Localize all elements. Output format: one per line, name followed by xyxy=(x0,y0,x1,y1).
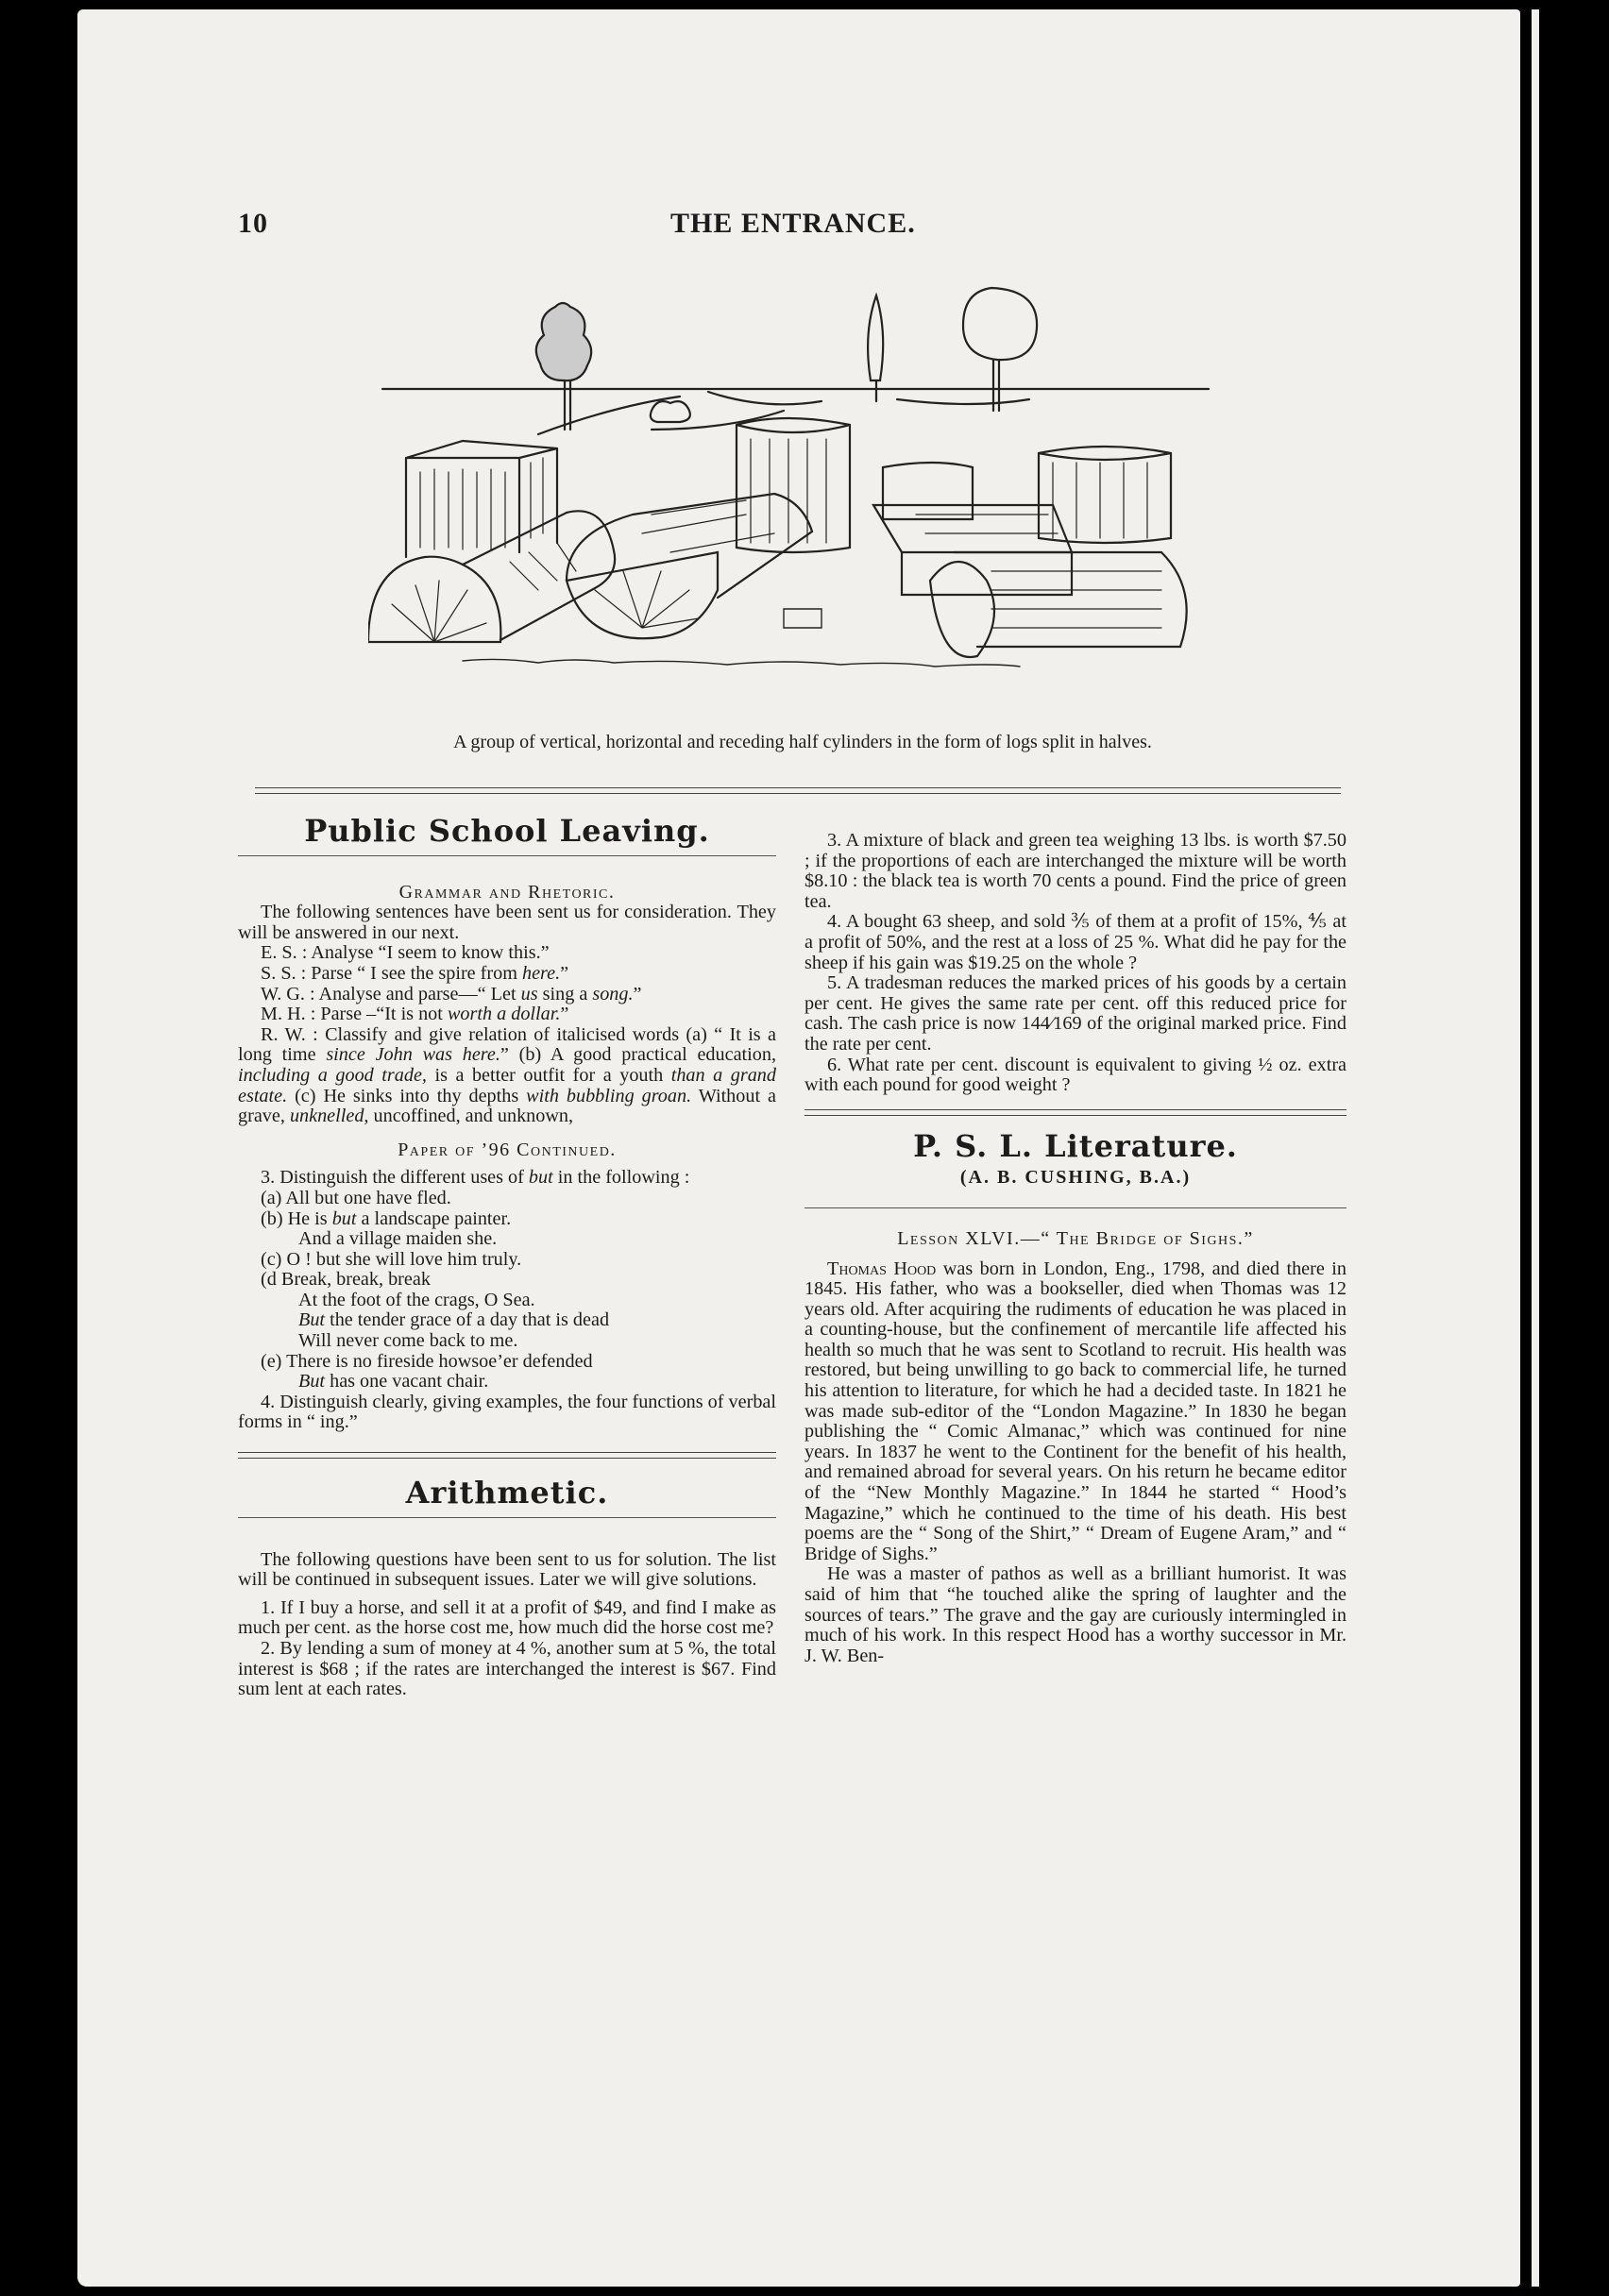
example-b-line2: And a village maiden she. xyxy=(298,1228,498,1250)
section-divider xyxy=(238,1452,776,1459)
question-wg: W. G. : Analyse and parse—“ Let us sing a song.” xyxy=(261,983,642,1004)
arithmetic-heading: Arithmetic. xyxy=(405,1475,609,1511)
example-d: (d Break, break, break xyxy=(261,1269,431,1291)
example-b: (b) He is but a landscape painter. xyxy=(261,1207,512,1229)
example-d-line3: But the tender grace of a day that is dead xyxy=(298,1309,610,1331)
section-divider xyxy=(255,787,1341,794)
public-school-heading: Public School Leaving. xyxy=(304,813,710,849)
arithmetic-q4: 4. A bought 63 sheep, and sold ⅗ of them at a profit of 15%, ⅘ at a profit of 50%, and the rest at a loss of 25 %. What did he pay for the sheep if his gain was $19.25 on the whole ? xyxy=(804,911,1346,973)
arithmetic-q6: 6. What rate per cent. discount is equivalent to giving ½ oz. extra with each pound for good weight ? xyxy=(804,1054,1346,1096)
literature-heading: P. S. L. Literature. xyxy=(913,1127,1238,1164)
arithmetic-intro: The following questions have been sent to us for solution. The list will be continued in subsequent issues. Later we will give solutions. xyxy=(238,1548,776,1591)
arithmetic-q2: 2. By lending a sum of money at 4 %, another sum at 5 %, the total interest is $68 ; if the rates are interchanged the interest is $67. Find sum lent at each rates. xyxy=(238,1638,776,1700)
paper-subheading: Paper of ’96 Continued. xyxy=(398,1139,617,1160)
literature-paragraph-1: Thomas Hood was born in London, Eng., 1798, and died there in 1845. His father, who was a bookseller, died when Thomas was 12 years old. After acquiring the rudiments of education he was placed in a counting-house, but the confinement of mercantile life affected his health so much that he was sent to Scotland to recruit. His health was restored, but being unwilling to go back to commercial life, he turned his attention to literature, for which he had a decided taste. In 1821 he was made sub-editor of the “London Magazine.” In 1830 he began publishing the “ Comic Almanac,” which was continued for nine years. In 1837 he went to the Continent for the benefit of his health, and remained abroad for several years. On his return he became editor of the “New Monthly Magazine.” In 1844 he started “ Hood’s Magazine,” which he continued to the time of his death. His best poems are the “ Song of the Shirt,” “ Dream of Eugene Aram,” and “ Bridge of Sighs.” xyxy=(804,1258,1347,1564)
literature-author: (A. B. CUSHING, B.A.) xyxy=(959,1167,1192,1189)
distinguish-4: 4. Distinguish clearly, giving examples, the four functions of verbal forms in “ ing.” xyxy=(238,1391,776,1433)
left-column xyxy=(238,813,776,1700)
example-c: (c) O ! but she will love him truly. xyxy=(261,1248,522,1270)
arithmetic-q5: 5. A tradesman reduces the marked prices of his goods by a certain per cent. He gives the same rate per cent. off this reduced price for cash. The cash price is now 144⁄169 of the original marked price. Find the rate per cent. xyxy=(804,972,1346,1055)
right-column xyxy=(804,831,1346,1666)
example-d-line4: Will never come back to me. xyxy=(298,1330,518,1352)
distinguish-3: 3. Distinguish the different uses of but in the following : xyxy=(261,1167,690,1189)
page-number: 10 xyxy=(238,208,268,239)
question-ss: S. S. : Parse “ I see the spire from here.” xyxy=(261,962,569,984)
grammar-subheading: Grammar and Rhetoric. xyxy=(398,881,616,903)
arithmetic-q1: 1. If I buy a horse, and sell it at a profit of $49, and find I make as much per cent. as the horse cost me, how much did the horse cost me? xyxy=(238,1596,776,1639)
literature-paragraph-2: He was a master of pathos as well as a brilliant humorist. It was said of him that “he touched alike the spring of laughter and the sources of tears.” The grave and the gay are curiously intermingled in much of his work. In this respect Hood has a worthy successor in Mr. J. W. Ben- xyxy=(804,1563,1346,1666)
question-es: E. S. : Analyse “I seem to know this.” xyxy=(261,942,550,964)
rule xyxy=(804,1207,1346,1208)
illustration-caption: A group of vertical, horizontal and receding half cylinders in the form of logs split in halves. xyxy=(453,732,1152,752)
question-mh: M. H. : Parse –“It is not worth a dollar.” xyxy=(261,1004,569,1025)
next-page-edge xyxy=(1532,9,1539,2287)
running-title: THE ENTRANCE. xyxy=(670,208,916,239)
example-e-line2: But has one vacant chair. xyxy=(298,1371,489,1393)
lesson-heading: Lesson XLVI.—“ The Bridge of Sighs.” xyxy=(897,1227,1254,1249)
example-d-line2: At the foot of the crags, O Sea. xyxy=(298,1289,535,1310)
intro-paragraph: The following sentences have been sent us for consideration. They will be answered in our next. xyxy=(238,902,776,943)
example-a: (a) All but one have fled. xyxy=(261,1187,451,1208)
rule xyxy=(238,1517,776,1518)
rule xyxy=(238,855,776,856)
arithmetic-q3: 3. A mixture of black and green tea weighing 13 lbs. is worth $7.50 ; if the proportions of each are interchanged the mixture will be worth $8.10 : the black tea is worth 70 cents a pound. Find the price of green tea. xyxy=(804,830,1346,912)
example-e: (e) There is no fireside howsoe’er defended xyxy=(261,1350,593,1372)
tree-left-icon xyxy=(536,303,591,430)
section-divider xyxy=(804,1109,1346,1116)
logs-illustration xyxy=(368,269,1228,713)
question-rw: R. W. : Classify and give relation of italicised words (a) “ It is a long time since John was here.” (b) A good practical education, including a good trade, is a better outfit for a youth than a grand estate. (c) He sinks into thy depths with bubbling groan. Without a grave, unknelled, uncoffined, and unknown, xyxy=(238,1023,776,1127)
